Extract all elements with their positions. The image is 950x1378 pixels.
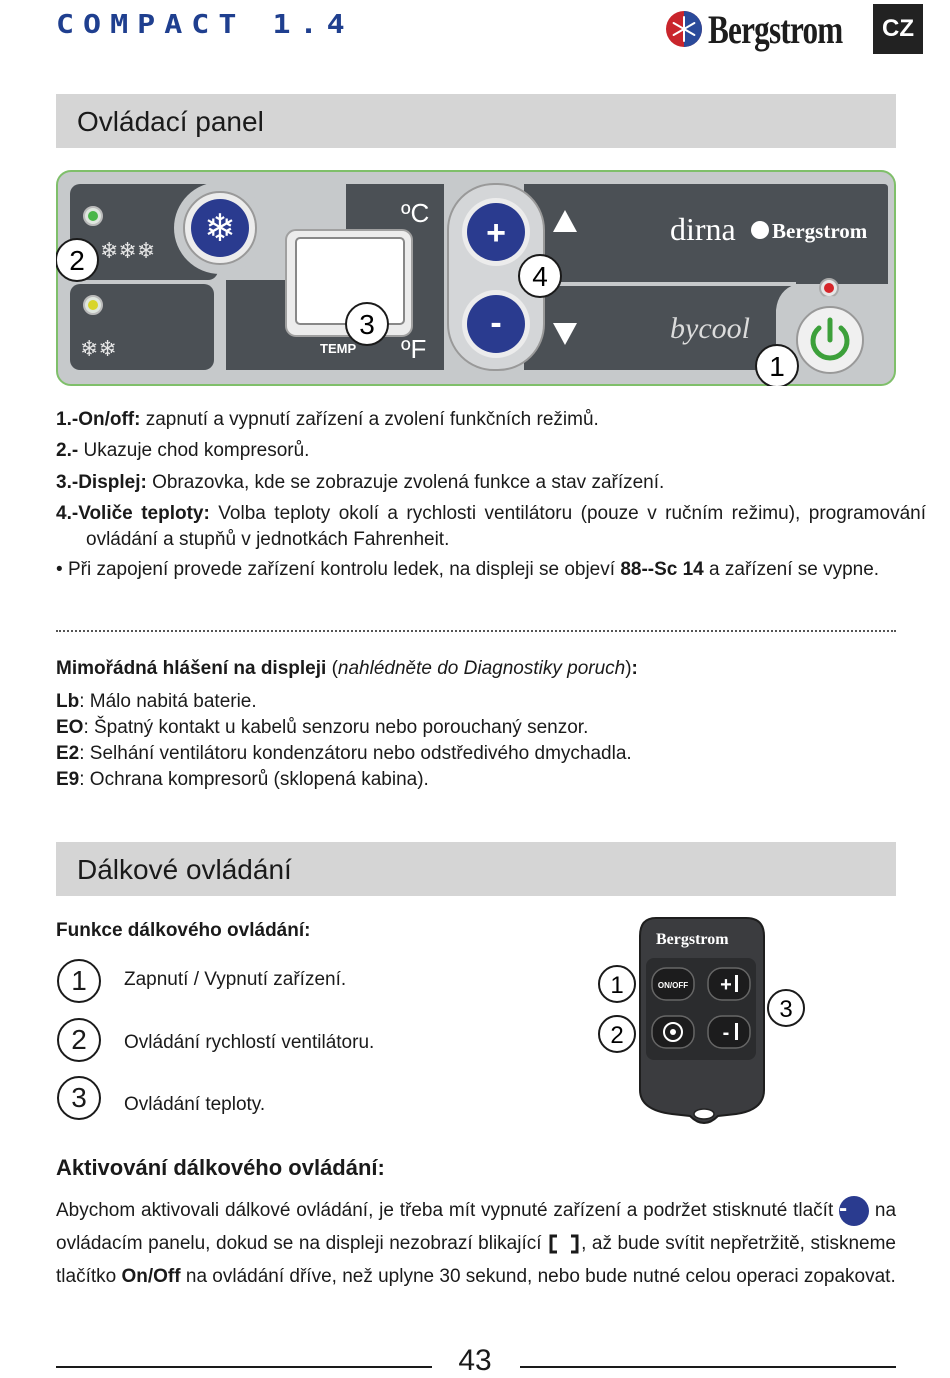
remote-control-illustration xyxy=(596,914,811,1136)
section-header-control-panel xyxy=(56,94,896,148)
bullet-note: • Při zapojení provede zařízení kontrolu ledek, na displeji se objeví 88--Sc 14 a zařízení se vypne. xyxy=(56,559,880,580)
svg-text:ON/OFF: ON/OFF xyxy=(657,981,689,990)
svg-text:+: + xyxy=(720,974,732,996)
section-header-remote xyxy=(56,842,896,896)
activation-title: Aktivování dálkového ovládání: xyxy=(56,1155,385,1180)
activation-paragraph: Abychom aktivovali dálkové ovládání, je třeba mít vypnuté zařízení a podržet stisknuté tlačít - na ovládacím panelu, dokud se na displeji nezobrazí blikající , až bude svítit nepřetržitě, stiskneme tlačítko On/Off na ovládání dříve, než uplyne 30 sekund, nebo bude nutné celou operaci zopakovat. xyxy=(56,1194,897,1287)
function-number: 3 xyxy=(57,1076,101,1120)
snowflake-sun-logo-icon xyxy=(664,9,704,49)
function-text: Ovládání rychlostí ventilátoru. xyxy=(124,1032,375,1053)
minus-button-icon: - xyxy=(839,1196,869,1226)
footer-line-right xyxy=(520,1366,896,1368)
celsius-label: ºC xyxy=(401,198,430,228)
list-item: 4.-Voliče teploty: Volba teploty okolí a rychlosti ventilátoru (pouze v ručním režimu), programování ovládání a stupňů v jednotkách Fahrenheit. xyxy=(56,503,926,550)
svg-text:-: - xyxy=(722,1022,730,1044)
function-number: 1 xyxy=(57,959,101,1003)
error-code-row: E9: Ochrana kompresorů (sklopená kabina). xyxy=(56,769,429,790)
error-code-row: E2: Selhání ventilátoru kondenzátoru nebo odstředivého dmychadla. xyxy=(56,743,632,764)
section-title: Dálkové ovládání xyxy=(77,854,292,885)
remote-callout-1: 1 xyxy=(610,972,624,999)
brand-logo xyxy=(664,6,880,52)
page-number: 43 xyxy=(458,1344,492,1377)
dotted-divider xyxy=(56,630,896,632)
section-title: Ovládací panel xyxy=(77,106,264,137)
messages-title: Mimořádná hlášení na displeji (nahlédněte do Diagnostiky poruch): xyxy=(56,658,638,679)
brand-name: Bergstrom xyxy=(708,6,843,52)
temp-label: TEMP xyxy=(320,341,357,356)
language-badge: CZ xyxy=(873,4,923,54)
list-item: 1.-On/off: zapnutí a vypnutí zařízení a zvolení funkčních režimů. xyxy=(56,409,599,430)
list-item: 2.- Ukazuje chod kompresorů. xyxy=(56,440,310,461)
error-code-row: Lb: Málo nabitá baterie. xyxy=(56,691,257,712)
error-code-row: EO: Špatný kontakt u kabelů senzoru nebo porouchaný senzor. xyxy=(56,717,589,738)
remote-brand-logo: Bergstrom xyxy=(656,931,729,948)
remote-callout-3: 3 xyxy=(779,996,793,1023)
document-title: COMPACT 1.4 xyxy=(56,10,354,40)
callout-3: 3 xyxy=(359,309,375,340)
two-snowflakes-icon: ❄❄ xyxy=(80,337,117,362)
callout-1: 1 xyxy=(769,351,785,382)
dirna-logo: dirna xyxy=(670,211,736,247)
svg-text:❄: ❄ xyxy=(204,206,236,250)
fahrenheit-label: ºF xyxy=(401,334,427,364)
function-text: Zapnutí / Vypnutí zařízení. xyxy=(124,969,347,990)
footer-line-left xyxy=(56,1366,432,1368)
bergstrom-panel-logo: Bergstrom xyxy=(772,219,868,243)
function-number: 2 xyxy=(57,1018,101,1062)
callout-2: 2 xyxy=(69,245,85,276)
function-text: Ovládání teploty. xyxy=(124,1094,266,1115)
list-item: 3.-Displej: Obrazovka, kde se zobrazuje zvolená funkce a stav zařízení. xyxy=(56,472,665,493)
remote-callout-2: 2 xyxy=(610,1022,624,1049)
svg-text:+: + xyxy=(486,214,506,252)
functions-title: Funkce dálkového ovládání: xyxy=(56,920,311,941)
bycool-logo: bycool xyxy=(670,312,750,345)
svg-text:-: - xyxy=(490,304,502,342)
callout-4: 4 xyxy=(532,261,548,292)
blinking-display-icon xyxy=(547,1233,581,1255)
control-panel-illustration xyxy=(56,170,896,386)
three-snowflakes-icon: ❄❄❄ xyxy=(100,239,156,264)
